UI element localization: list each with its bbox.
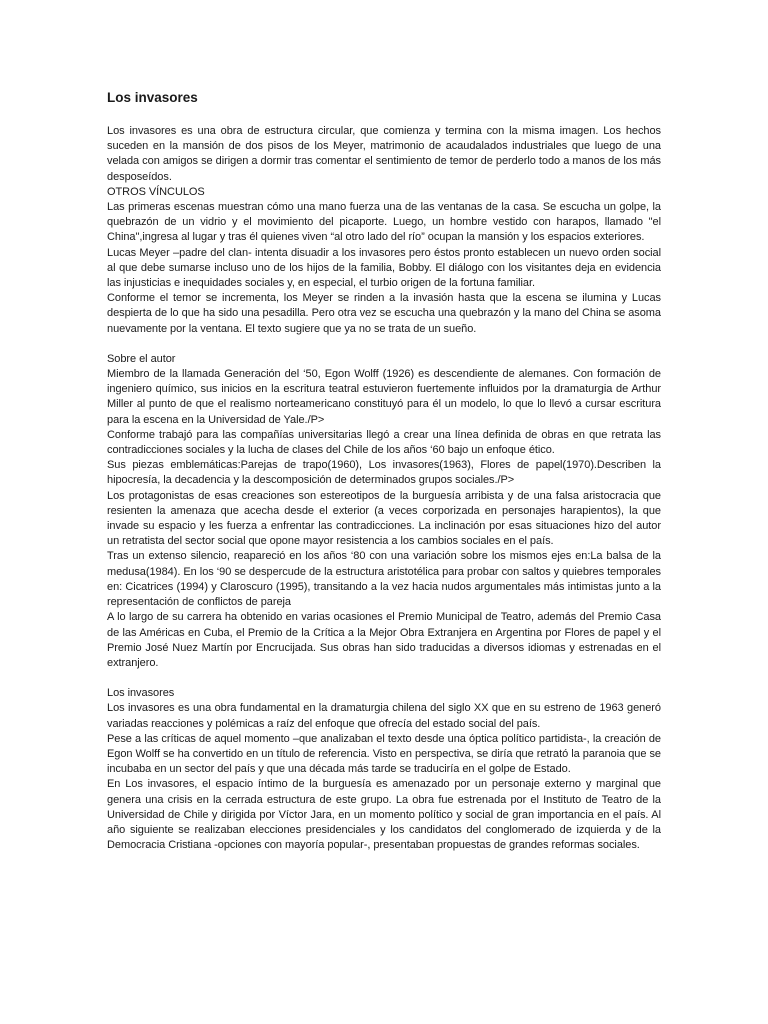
paragraph: Las primeras escenas muestran cómo una mano fuerza una de las ventanas de la casa. Se escucha un golpe, la quebrazón de un vidrio y el movimiento del picaporte. Luego, un hombre vestido con harapos, llamado "el China",ingresa al lugar y tras él quienes viven “al otro lado del río” ocupan la mansión y los espacios exteriores. bbox=[107, 201, 661, 244]
paragraph: Los protagonistas de esas creaciones son estereotipos de la burguesía arribista y de una falsa aristocracia que resienten la amenaza que acecha desde el exterior (a veces corporizada en personajes harapientos), la que invade su espacio y les fuerza a enfrentar las contradicciones. La inclinación por esas situaciones hizo del autor un retratista del sector social que opone mayor resistencia a los cambios sociales en el país. bbox=[107, 489, 661, 548]
paragraph: Los invasores es una obra fundamental en la dramaturgia chilena del siglo XX que en su estreno de 1963 generó variadas reacciones y polémicas a raíz del enfoque que ofrecía del estado social del país. bbox=[107, 702, 661, 730]
paragraph: A lo largo de su carrera ha obtenido en varias ocasiones el Premio Municipal de Teatro, además del Premio Casa de las Américas en Cuba, el Premio de la Crítica a la Mejor Obra Extranjera en Argentina por Flores de papel y el Premio José Nuez Martín por Encrucijada. Sus obras han sido traducidas a diversos idiomas y estrenadas en el extranjero. bbox=[107, 611, 661, 669]
section-heading: Los invasores bbox=[107, 687, 175, 700]
paragraph: En Los invasores, el espacio íntimo de la burguesía es amenazado por un personaje externo y marginal que genera una crisis en la cerrada estructura de este grupo. La obra fue estrenada por el Instituto de Teatro de la Universidad de Chile y dirigida por Víctor Jara, en un momento político y social de gran importancia en el país. Al año siguiente se realizaban elecciones presidenciales y los candidatos del conglomerado de izquierda y de la Democracia Cristiana -opciones con mayoría popular-, presentaban propuestas de grandes reformas sociales. bbox=[107, 778, 661, 852]
document-body bbox=[107, 124, 661, 853]
paragraph: Conforme el temor se incrementa, los Meyer se rinden a la invasión hasta que la escena se ilumina y Lucas despierta de lo que ha sido una pesadilla. Pero otra vez se escucha una quebrazón y la mano del China se asoma nuevamente por la ventana. El texto sugiere que ya no se trata de un sueño. bbox=[107, 292, 661, 335]
paragraph-gap bbox=[107, 671, 661, 686]
paragraph-gap bbox=[107, 337, 661, 352]
paragraph: Pese a las críticas de aquel momento –que analizaban el texto desde una óptica político partidista-, la creación de Egon Wolff se ha convertido en un título de referencia. Visto en perspectiva, se diría que retrató la paranoia que se incubaba en un sector del país y que una década más tarde se traduciría en el golpe de Estado. bbox=[107, 732, 661, 776]
paragraph: Lucas Meyer –padre del clan- intenta disuadir a los invasores pero éstos pronto establecen un nuevo orden social al que debe sumarse incluso uno de los hijos de la familia, Bobby. El diálogo con los visitantes deja en evidencia las injusticias e inequidades sociales y, en especial, el turbio origen de la fortuna familiar. bbox=[107, 246, 661, 290]
paragraph: Los invasores es una obra de estructura circular, que comienza y termina con la misma imagen. Los hechos suceden en la mansión de dos pisos de los Meyer, matrimonio de acaudalados industriales que luego de una velada con amigos se dirigen a dormir tras comentar el sentimiento de temor de perderlo todo a manos de los más desposeídos. bbox=[107, 125, 661, 183]
paragraph: Conforme trabajó para las compañías universitarias llegó a crear una línea definida de obras en que retrata las contradicciones sociales y la lucha de clases del Chile de los años ‘60 bajo un enfoque ético. bbox=[107, 428, 661, 457]
document-title: Los invasores bbox=[107, 90, 198, 105]
section-heading: Sobre el autor bbox=[107, 352, 176, 365]
paragraph: Miembro de la llamada Generación del ‘50, Egon Wolff (1926) es descendiente de alemanes. Con formación de ingeniero químico, sus inicios en la escritura teatral estuvieron fuertemente influidos por la dramaturgia de Arthur Miller al punto de que el realismo norteamericano constituyó para él un modelo, lo que lo llevó a cursar escritura para la escena en la Universidad de Yale./P> bbox=[107, 368, 661, 426]
section-heading: OTROS VÍNCULOS bbox=[107, 185, 205, 198]
paragraph: Tras un extenso silencio, reapareció en los años ‘80 con una variación sobre los mismos ejes en:La balsa de la medusa(1984). En los ‘90 se despercude de la estructura aristotélica para probar con saltos y quiebres temporales en: Cicatrices (1994) y Claroscuro (1995), transitando a la vez hacia nudos argumentales más intimistas junto a la representación de conflictos de pareja bbox=[107, 550, 661, 609]
paragraph: Sus piezas emblemáticas:Parejas de trapo(1960), Los invasores(1963), Flores de papel(1970).Describen la hipocresía, la decadencia y la descomposición de determinados grupos sociales./P> bbox=[107, 459, 661, 487]
